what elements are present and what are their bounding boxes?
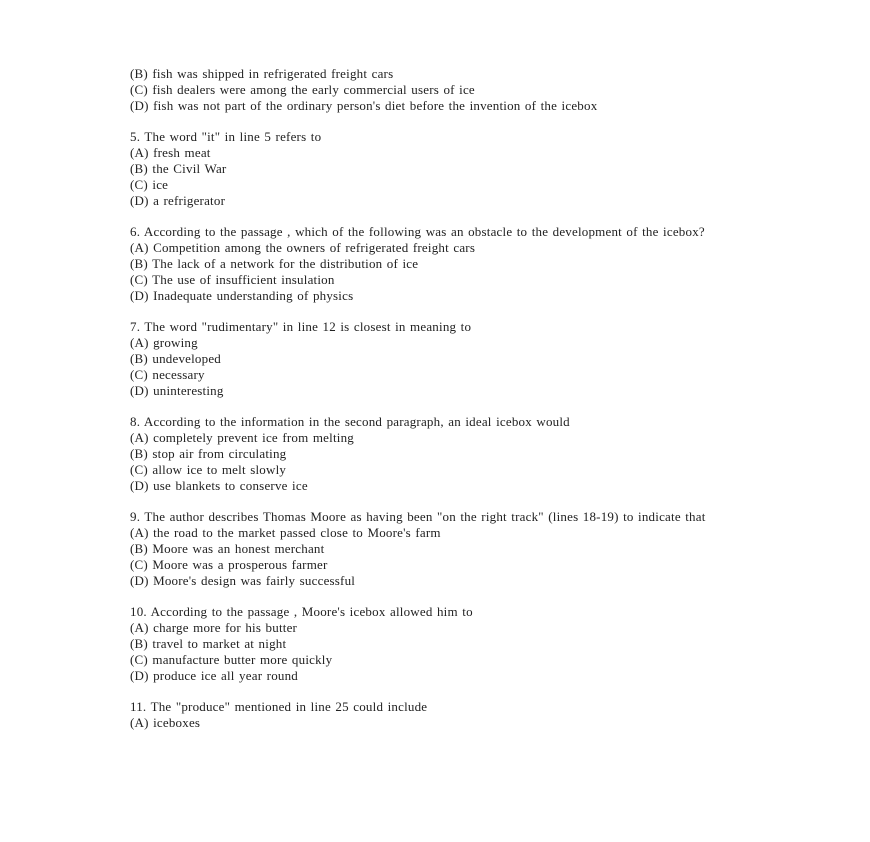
answer-option: (A) fresh meat — [130, 145, 211, 160]
answer-option: (D) fish was not part of the ordinary person's diet before the invention of the icebox — [130, 98, 598, 113]
answer-option: (C) manufacture butter more quickly — [130, 652, 333, 667]
answer-option: (B) The lack of a network for the distribution of ice — [130, 256, 419, 271]
answer-option: (B) travel to market at night — [130, 636, 287, 651]
answer-option: (B) Moore was an honest merchant — [130, 541, 325, 556]
question-prompt: 6. According to the passage , which of the following was an obstacle to the development of the icebox? — [130, 224, 705, 239]
question-prompt: 8. According to the information in the second paragraph, an ideal icebox would — [130, 414, 570, 429]
answer-option: (C) allow ice to melt slowly — [130, 462, 287, 477]
answer-option: (D) use blankets to conserve ice — [130, 478, 308, 493]
answer-option: (D) Moore's design was fairly successful — [130, 573, 356, 588]
answer-option: (C) necessary — [130, 367, 205, 382]
question-block-6 — [130, 224, 742, 304]
question-prompt: 11. The "produce" mentioned in line 25 could include — [130, 699, 428, 714]
answer-option: (B) fish was shipped in refrigerated freight cars — [130, 66, 394, 81]
answer-option: (B) undeveloped — [130, 351, 222, 366]
question-prompt: 5. The word "it" in line 5 refers to — [130, 129, 322, 144]
question-prompt: 7. The word "rudimentary" in line 12 is closest in meaning to — [130, 319, 472, 334]
answer-option: (C) ice — [130, 177, 169, 192]
answer-option: (B) the Civil War — [130, 161, 227, 176]
question-block-7 — [130, 319, 742, 399]
answer-option: (A) the road to the market passed close to Moore's farm — [130, 525, 441, 540]
answer-option: (A) completely prevent ice from melting — [130, 430, 354, 445]
answer-option: (A) growing — [130, 335, 198, 350]
answer-option: (D) Inadequate understanding of physics — [130, 288, 354, 303]
answer-option: (D) a refrigerator — [130, 193, 226, 208]
question-block-11 — [130, 699, 742, 731]
question-block-9 — [130, 509, 742, 589]
answer-option: (C) The use of insufficient insulation — [130, 272, 335, 287]
answer-option: (A) iceboxes — [130, 715, 201, 730]
answer-option: (C) fish dealers were among the early commercial users of ice — [130, 82, 475, 97]
answer-option: (C) Moore was a prosperous farmer — [130, 557, 328, 572]
question-4-options-continuation — [130, 66, 742, 114]
answer-option: (A) charge more for his butter — [130, 620, 298, 635]
questions-column — [130, 66, 742, 746]
answer-option: (D) uninteresting — [130, 383, 224, 398]
question-block-5 — [130, 129, 742, 209]
question-block-8 — [130, 414, 742, 494]
question-prompt: 9. The author describes Thomas Moore as having been "on the right track" (lines 18-19) to indicate that — [130, 509, 706, 524]
answer-option: (D) produce ice all year round — [130, 668, 299, 683]
answer-option: (A) Competition among the owners of refrigerated freight cars — [130, 240, 476, 255]
question-prompt: 10. According to the passage , Moore's icebox allowed him to — [130, 604, 473, 619]
question-block-10 — [130, 604, 742, 684]
answer-option: (B) stop air from circulating — [130, 446, 287, 461]
